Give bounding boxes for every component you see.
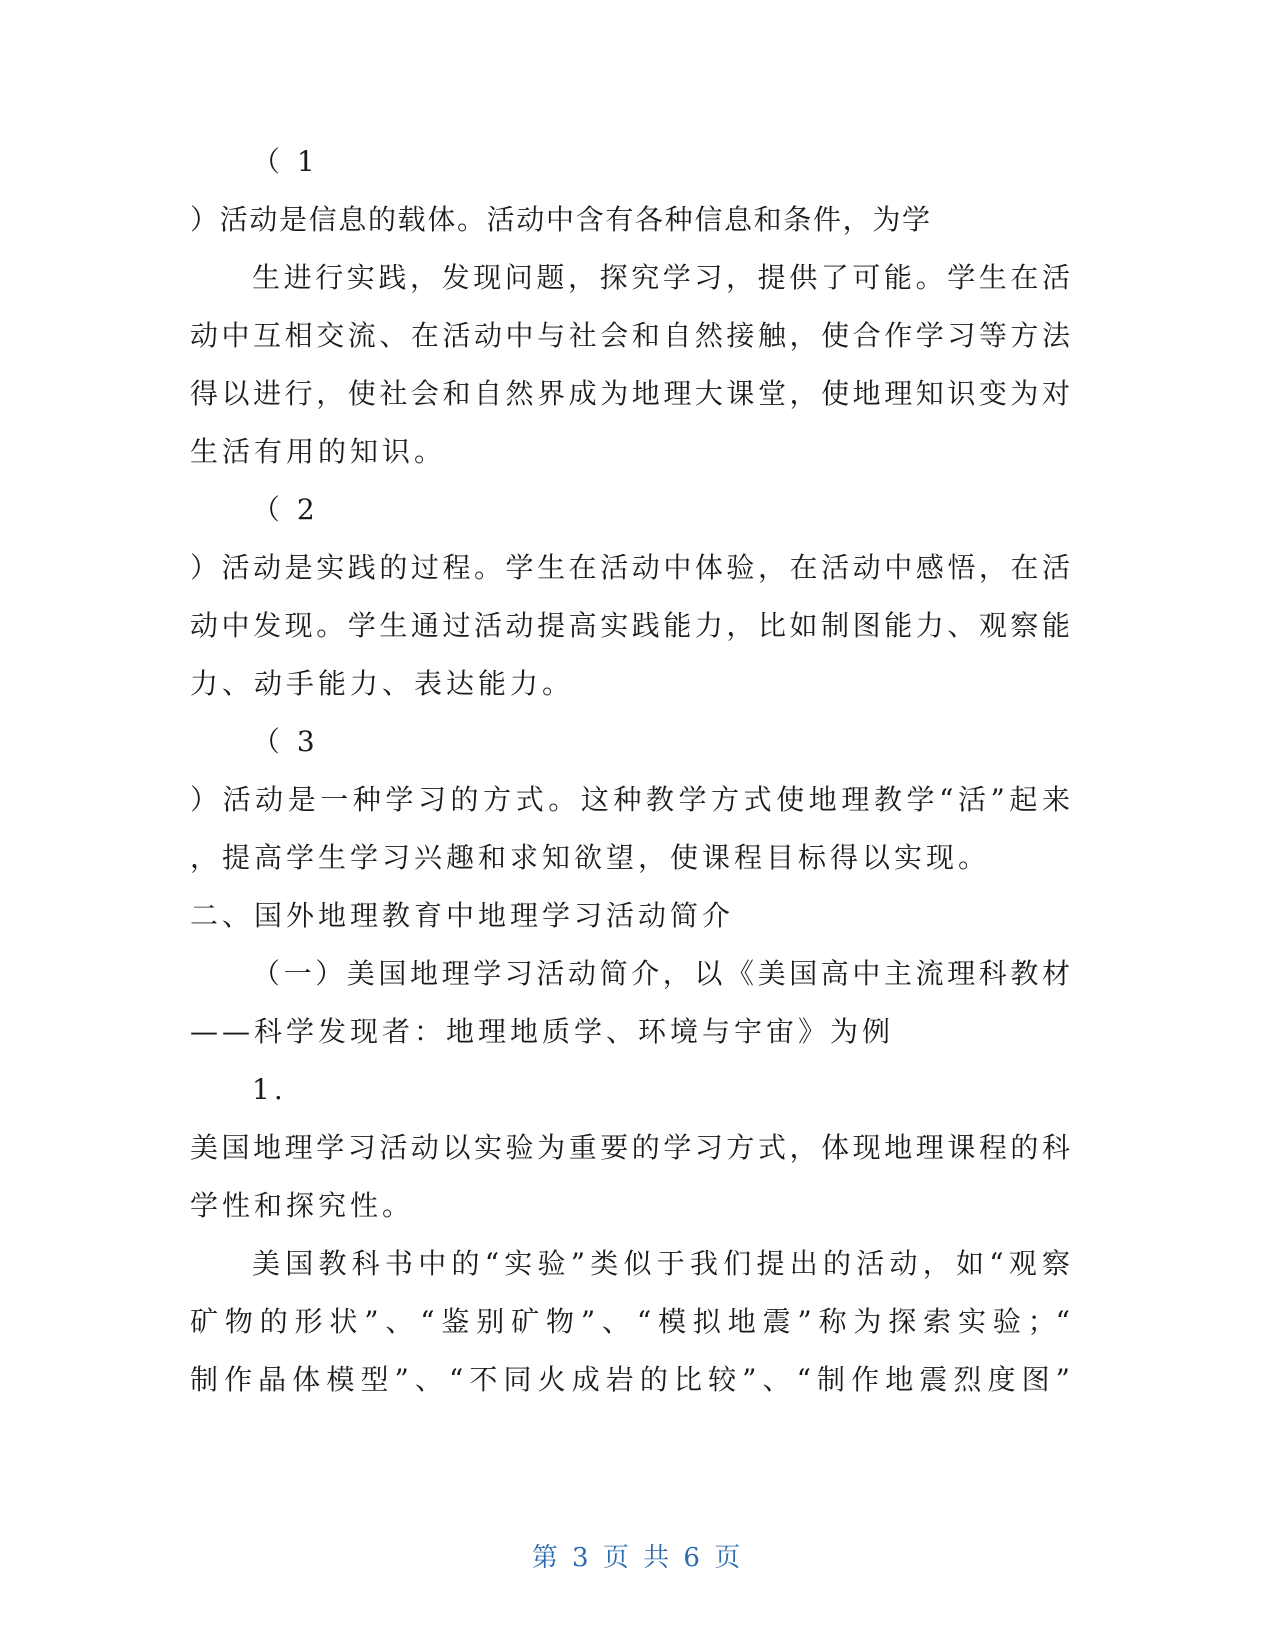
- paragraph-line: ）活动是信息的载体。活动中含有各种信息和条件，为学: [190, 203, 930, 236]
- list-marker-numbered-1: 1.: [252, 1073, 287, 1106]
- paragraph-line: 力、动手能力、表达能力。: [190, 667, 575, 700]
- section-heading: 二、国外地理教育中地理学习活动简介: [190, 899, 735, 932]
- paragraph-line: ）活动是实践的过程。学生在活动中体验，在活动中感悟，在活: [190, 551, 1070, 584]
- paragraph-line: 生进行实践，发现问题，探究学习，提供了可能。学生在活: [252, 261, 1070, 294]
- paragraph-line: 美国教科书中的“实验”类似于我们提出的活动，如“观察: [252, 1247, 1070, 1280]
- paragraph-line: ）活动是一种学习的方式。这种教学方式使地理教学“活”起来: [190, 783, 1070, 816]
- paragraph-line: 学性和探究性。: [190, 1189, 415, 1222]
- list-marker-3: （ 3: [252, 725, 319, 758]
- paragraph-line: ，提高学生学习兴趣和求知欲望，使课程目标得以实现。: [190, 841, 991, 874]
- paragraph-line: 生活有用的知识。: [190, 435, 447, 468]
- list-marker-1: （ 1: [252, 145, 319, 178]
- list-marker-2: （ 2: [252, 493, 319, 526]
- subsection-heading-continued: ——科学发现者：地理地质学、环境与宇宙》为例: [190, 1015, 895, 1048]
- paragraph-line: 得以进行，使社会和自然界成为地理大课堂，使地理知识变为对: [190, 377, 1070, 410]
- page-number-footer: 第 3 页 共 6 页: [531, 1543, 744, 1573]
- paragraph-line: 矿物的形状”、“鉴别矿物”、“模拟地震”称为探索实验；“: [190, 1305, 1070, 1338]
- paragraph-line: 动中互相交流、在活动中与社会和自然接触，使合作学习等方法: [190, 319, 1070, 352]
- paragraph-line: 制作晶体模型”、“不同火成岩的比较”、“制作地震烈度图”: [190, 1363, 1070, 1396]
- subsection-heading: （一）美国地理学习活动简介，以《美国高中主流理科教材: [252, 957, 1070, 990]
- paragraph-line: 美国地理学习活动以实验为重要的学习方式，体现地理课程的科: [190, 1131, 1070, 1164]
- paragraph-line: 动中发现。学生通过活动提高实践能力，比如制图能力、观察能: [190, 609, 1070, 642]
